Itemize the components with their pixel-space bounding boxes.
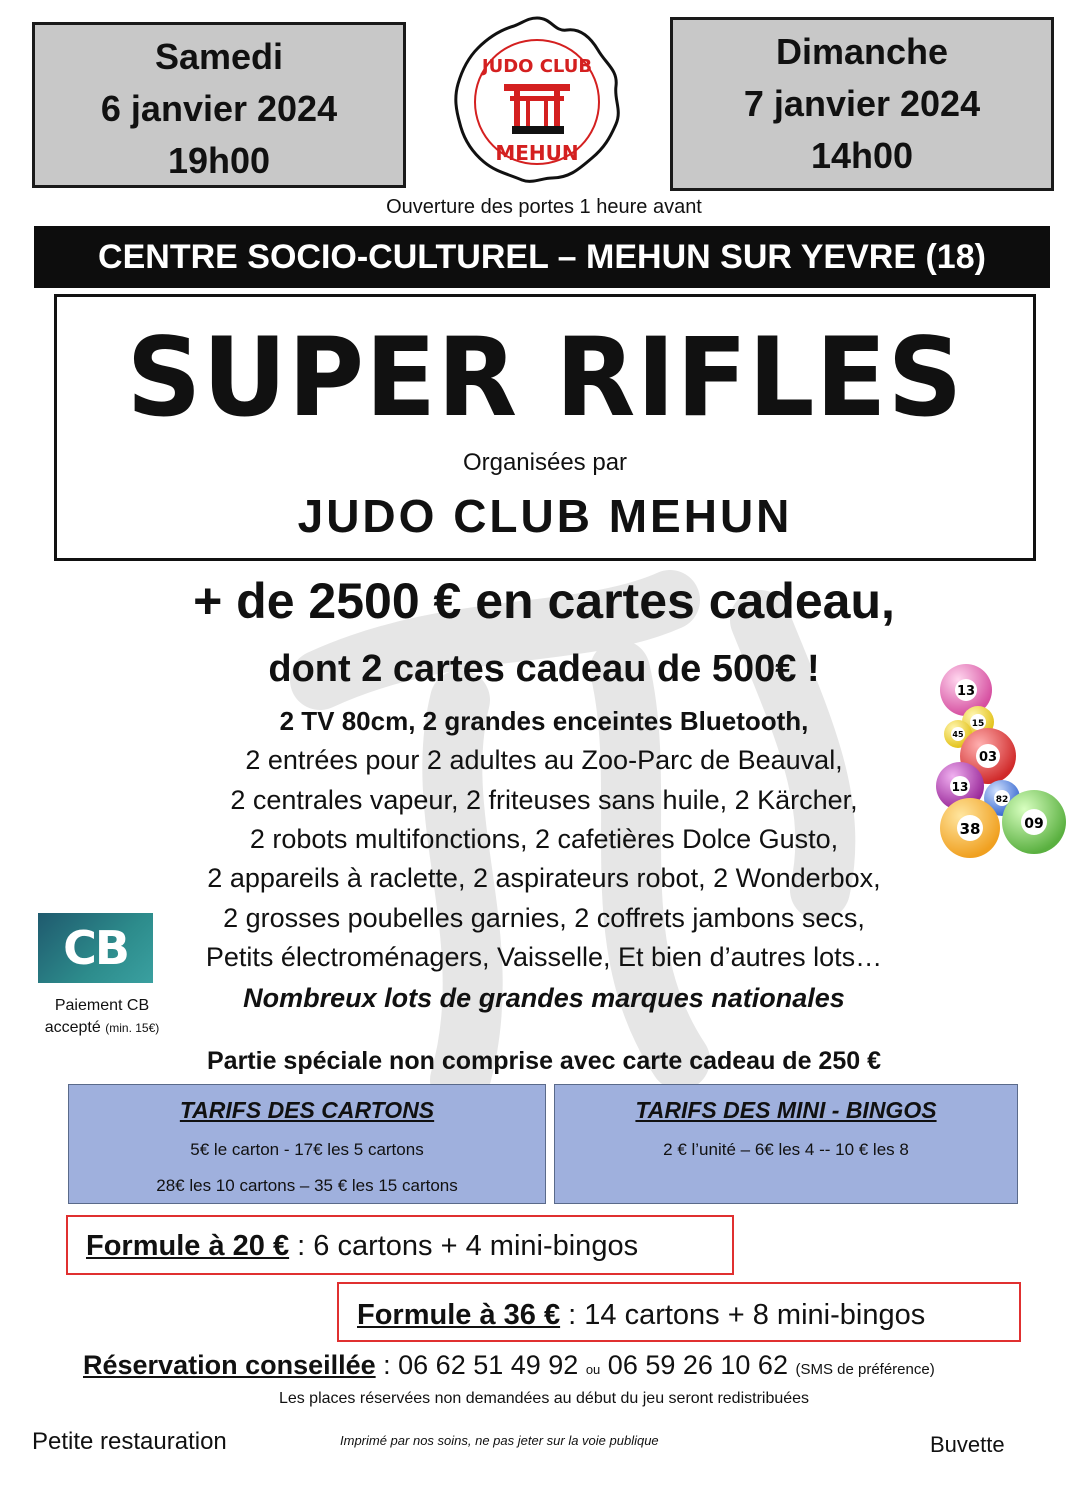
sunday-date: 7 janvier 2024	[743, 83, 981, 124]
formule-36-detail: : 14 cartons + 8 mini-bingos	[560, 1299, 926, 1331]
reservation-note: Les places réservées non demandées au début du jeu seront redistribuées	[278, 1390, 810, 1407]
prize-line-1: 2 TV 80cm, 2 grandes enceintes Bluetooth,	[279, 706, 809, 736]
footer-printed-note: Imprimé par nos soins, ne pas jeter sur la voie publique	[340, 1433, 659, 1448]
footer-buvette: Buvette	[930, 1432, 1005, 1457]
formule-20-detail: : 6 cartons + 4 mini-bingos	[289, 1230, 639, 1262]
ball-label: 38	[959, 820, 981, 838]
tarifs-mini-row-1: 2 € l’unité – 6€ les 4 -- 10 € les 8	[663, 1140, 909, 1159]
judo-club-logo	[452, 14, 622, 186]
ball-label: 82	[995, 795, 1009, 805]
sunday-date-box	[670, 17, 1054, 191]
cb-min: (min. 15€)	[105, 1021, 160, 1035]
cb-line-1: Paiement CB	[54, 997, 150, 1014]
tarifs-cartons-box	[68, 1084, 546, 1204]
tarifs-mini-title: TARIFS DES MINI - BINGOS	[635, 1097, 937, 1123]
prize-line-4: 2 robots multifonctions, 2 cafetières Dolce Gusto,	[249, 824, 839, 854]
prize-line-3: 2 centrales vapeur, 2 friteuses sans huile, 2 Kärcher,	[230, 785, 858, 815]
formule-20-box	[66, 1215, 734, 1275]
tarifs-mini-box	[554, 1084, 1018, 1204]
ball-label: 03	[978, 750, 998, 765]
reservation-label: Réservation conseillée	[83, 1350, 376, 1380]
event-title: SUPER RIFLES	[126, 312, 964, 442]
prize-subhead: dont 2 cartes cadeau de 500€ !	[268, 648, 820, 690]
prize-line-6: 2 grosses poubelles garnies, 2 coffrets jambons secs,	[223, 903, 865, 933]
reservation-phone-1: : 06 62 51 49 92	[375, 1350, 586, 1380]
reservation-sms: (SMS de préférence)	[795, 1361, 935, 1378]
saturday-date-box	[32, 22, 406, 188]
saturday-date: 6 janvier 2024	[100, 88, 338, 129]
sunday-day: Dimanche	[775, 31, 949, 72]
prize-headline: + de 2500 € en cartes cadeau,	[193, 573, 895, 629]
prize-line-7: Petits électroménagers, Vaisselle, Et bien d’autres lots…	[205, 942, 883, 972]
cb-logo-text: CB	[63, 921, 128, 975]
footer-restauration: Petite restauration	[32, 1428, 227, 1455]
logo-text-top: JUDO CLUB	[481, 56, 593, 77]
tarifs-cartons-title: TARIFS DES CARTONS	[179, 1097, 435, 1123]
tarifs-cartons-row-1: 5€ le carton - 17€ les 5 cartons	[190, 1140, 424, 1159]
saturday-time: 19h00	[167, 140, 271, 181]
ball-label: 13	[956, 684, 976, 699]
doors-note: Ouverture des portes 1 heure avant	[386, 196, 702, 218]
logo-text-bottom: MEHUN	[495, 141, 579, 165]
formule-36-box	[337, 1282, 1021, 1342]
ball-label: 45	[952, 730, 964, 739]
organised-by: Organisées par	[462, 449, 628, 476]
cb-logo	[38, 913, 153, 983]
formule-20-label: Formule à 20 €	[86, 1230, 290, 1262]
sunday-time: 14h00	[810, 135, 914, 176]
bingo-balls-icon	[930, 660, 1070, 860]
prize-brands: Nombreux lots de grandes marques nationales	[243, 983, 845, 1013]
cb-payment-note	[22, 995, 182, 1039]
special-game-note: Partie spéciale non comprise avec carte cadeau de 250 €	[207, 1047, 881, 1075]
prize-line-2: 2 entrées pour 2 adultes au Zoo-Parc de Beauval,	[245, 745, 843, 775]
saturday-day: Samedi	[154, 36, 284, 77]
venue-bar: CENTRE SOCIO-CULTUREL – MEHUN SUR YEVRE (18)	[34, 226, 1050, 288]
reservation-line	[83, 1350, 1063, 1381]
organiser-name: JUDO CLUB MEHUN	[297, 490, 793, 542]
prize-line-5: 2 appareils à raclette, 2 aspirateurs robot, 2 Wonderbox,	[207, 863, 881, 893]
tarifs-cartons-row-2: 28€ les 10 cartons – 35 € les 15 cartons	[156, 1176, 458, 1195]
event-title-box	[54, 294, 1036, 561]
cb-line-2: accepté	[44, 1019, 101, 1036]
logo-seal-icon	[452, 14, 622, 186]
ball-label: 13	[951, 780, 969, 794]
formule-36-label: Formule à 36 €	[357, 1299, 561, 1331]
ball-label: 09	[1024, 816, 1044, 832]
reservation-phone-2: 06 59 26 10 62	[600, 1350, 796, 1380]
reservation-ou: ou	[585, 1362, 601, 1377]
ball-label: 15	[971, 719, 985, 729]
